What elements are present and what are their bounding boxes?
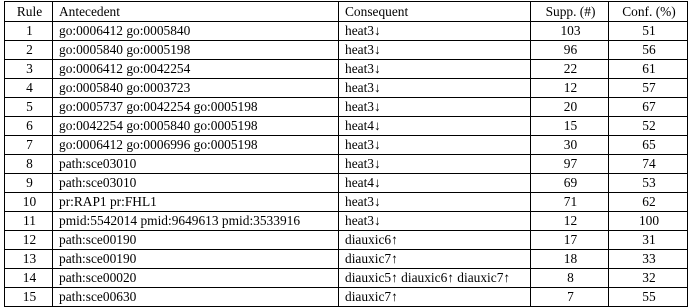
table-row [5,79,688,98]
cell-consequent: diauxic7↑ [339,250,531,269]
table-row [5,250,688,269]
cell-consequent: diauxic7↑ [339,288,531,307]
cell-consequent: heat3↓ [339,136,531,155]
cell-rule-number: 4 [5,79,53,98]
cell-rule-number: 11 [5,212,53,231]
cell-confidence: 67 [609,98,688,117]
cell-antecedent: go:0042254 go:0005840 go:0005198 [53,117,339,136]
cell-antecedent: path:sce03010 [53,155,339,174]
header-consequent: Consequent [339,2,531,22]
table-row [5,98,688,117]
cell-antecedent: go:0005737 go:0042254 go:0005198 [53,98,339,117]
cell-confidence: 61 [609,60,688,79]
cell-confidence: 65 [609,136,688,155]
cell-support: 69 [531,174,609,193]
cell-rule-number: 10 [5,193,53,212]
cell-support: 15 [531,117,609,136]
cell-confidence: 31 [609,231,688,250]
table-row [5,136,688,155]
cell-support: 17 [531,231,609,250]
cell-rule-number: 1 [5,22,53,41]
association-rules-table [4,1,688,307]
table-row [5,155,688,174]
cell-rule-number: 2 [5,41,53,60]
cell-confidence: 56 [609,41,688,60]
cell-antecedent: path:sce00020 [53,269,339,288]
table-row [5,231,688,250]
cell-consequent: heat3↓ [339,155,531,174]
cell-confidence: 33 [609,250,688,269]
cell-consequent: heat3↓ [339,60,531,79]
cell-support: 22 [531,60,609,79]
cell-support: 96 [531,41,609,60]
table-row [5,269,688,288]
cell-support: 30 [531,136,609,155]
table-row [5,117,688,136]
table-row [5,212,688,231]
cell-antecedent: path:sce03010 [53,174,339,193]
cell-rule-number: 12 [5,231,53,250]
cell-rule-number: 6 [5,117,53,136]
cell-support: 71 [531,193,609,212]
cell-support: 103 [531,22,609,41]
cell-consequent: heat4↓ [339,117,531,136]
cell-consequent: diauxic5↑ diauxic6↑ diauxic7↑ [339,269,531,288]
header-antecedent: Antecedent [53,2,339,22]
cell-antecedent: go:0006412 go:0042254 [53,60,339,79]
cell-support: 7 [531,288,609,307]
rules-table-container [4,1,688,307]
cell-antecedent: path:sce00190 [53,231,339,250]
cell-consequent: diauxic6↑ [339,231,531,250]
cell-confidence: 74 [609,155,688,174]
cell-antecedent: pr:RAP1 pr:FHL1 [53,193,339,212]
cell-consequent: heat3↓ [339,41,531,60]
cell-antecedent: go:0006412 go:0005840 [53,22,339,41]
cell-rule-number: 9 [5,174,53,193]
cell-confidence: 100 [609,212,688,231]
cell-confidence: 57 [609,79,688,98]
cell-support: 12 [531,79,609,98]
table-row [5,22,688,41]
cell-support: 18 [531,250,609,269]
header-confidence: Conf. (%) [609,2,688,22]
cell-antecedent: path:sce00190 [53,250,339,269]
header-row [5,2,688,22]
cell-confidence: 62 [609,193,688,212]
cell-confidence: 51 [609,22,688,41]
cell-support: 8 [531,269,609,288]
table-row [5,193,688,212]
header-support: Supp. (#) [531,2,609,22]
cell-consequent: heat3↓ [339,98,531,117]
cell-rule-number: 15 [5,288,53,307]
table-body [5,22,688,307]
header-rule: Rule [5,2,53,22]
cell-consequent: heat3↓ [339,79,531,98]
cell-rule-number: 14 [5,269,53,288]
cell-antecedent: go:0006412 go:0006996 go:0005198 [53,136,339,155]
cell-confidence: 53 [609,174,688,193]
cell-support: 20 [531,98,609,117]
cell-antecedent: go:0005840 go:0003723 [53,79,339,98]
cell-confidence: 32 [609,269,688,288]
cell-consequent: heat3↓ [339,22,531,41]
cell-consequent: heat3↓ [339,193,531,212]
cell-rule-number: 5 [5,98,53,117]
cell-consequent: heat3↓ [339,212,531,231]
cell-rule-number: 7 [5,136,53,155]
cell-rule-number: 13 [5,250,53,269]
cell-rule-number: 8 [5,155,53,174]
table-row [5,174,688,193]
cell-confidence: 52 [609,117,688,136]
cell-antecedent: pmid:5542014 pmid:9649613 pmid:3533916 [53,212,339,231]
table-row [5,288,688,307]
cell-consequent: heat4↓ [339,174,531,193]
table-row [5,41,688,60]
cell-support: 97 [531,155,609,174]
cell-support: 12 [531,212,609,231]
cell-antecedent: path:sce00630 [53,288,339,307]
cell-rule-number: 3 [5,60,53,79]
table-row [5,60,688,79]
cell-antecedent: go:0005840 go:0005198 [53,41,339,60]
cell-confidence: 55 [609,288,688,307]
